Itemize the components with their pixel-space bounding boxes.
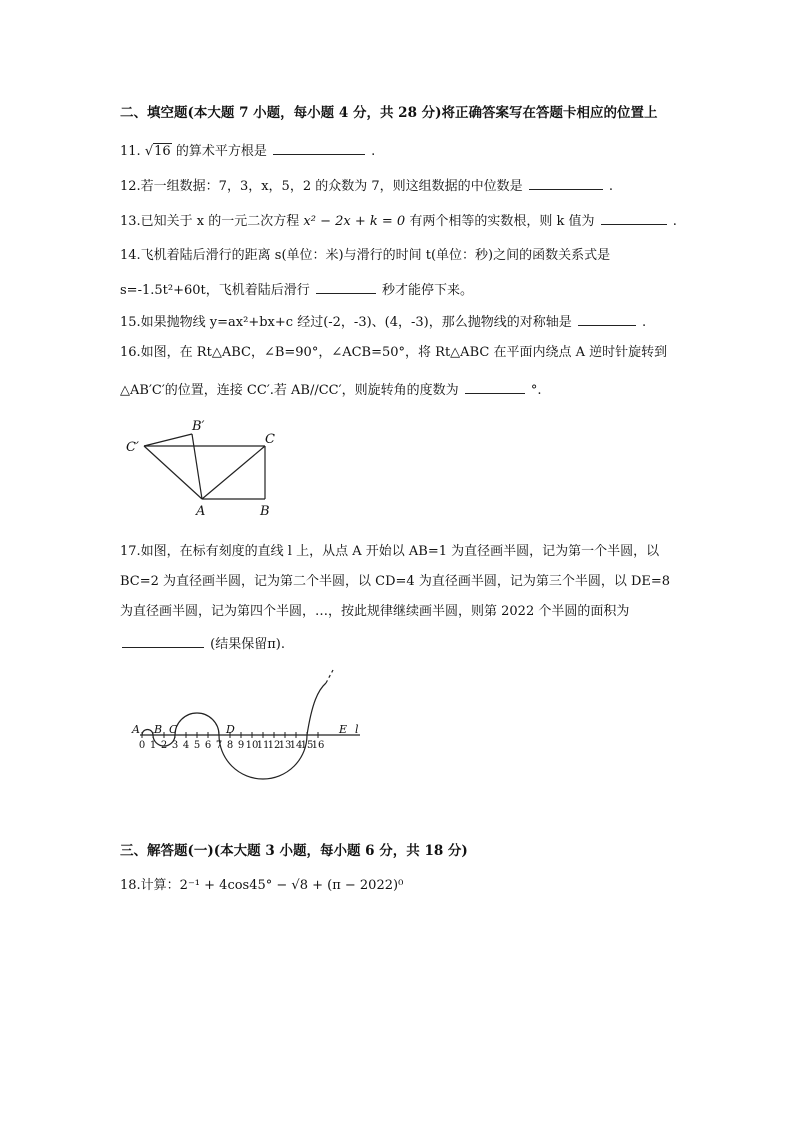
answer-blank-13[interactable] <box>601 212 667 225</box>
tick-label-2: 2 <box>160 740 168 751</box>
q14-line2-pre: s=-1.5t²+60t，飞机着陆后滑行 <box>120 283 310 298</box>
q12-text: 12.若一组数据：7，3，x，5，2 的众数为 7，则这组数据的中位数是 <box>120 179 523 194</box>
line-label-l: l <box>355 723 359 736</box>
tick-label-15: 15 <box>300 740 314 751</box>
q11-end: . <box>371 144 376 159</box>
tick-label-1: 1 <box>149 740 157 751</box>
tick-label-3: 3 <box>171 740 179 751</box>
tick-label-4: 4 <box>182 740 190 751</box>
point-label-d: D <box>226 723 235 736</box>
point-label-c: C <box>169 723 178 736</box>
question-16-line2 <box>120 381 542 399</box>
tick-label-16: 16 <box>311 740 325 751</box>
question-11 <box>120 142 375 160</box>
answer-blank-12[interactable] <box>529 177 603 190</box>
question-13 <box>120 212 677 230</box>
q13-end: . <box>672 214 677 229</box>
section-2-title: 二、填空题(本大题 7 小题，每小题 4 分，共 28 分)将正确答案写在答题卡相应的位置上 <box>120 105 658 121</box>
point-label-b: B <box>154 723 163 736</box>
tick-label-0: 0 <box>138 740 146 751</box>
question-16-line1: 16.如图，在 Rt△ABC，∠B=90°，∠ACB=50°，将 Rt△ABC 在平面内绕点 A 逆时针旋转到 <box>120 345 668 360</box>
answer-blank-17[interactable] <box>122 635 204 648</box>
point-label-e: E <box>339 723 348 736</box>
question-17-line2: BC=2 为直径画半圆，记为第二个半圆，以 CD=4 为直径画半圆，记为第三个半圆，以 DE=8 <box>120 574 671 589</box>
answer-blank-14[interactable] <box>316 281 376 294</box>
answer-blank-15[interactable] <box>578 313 636 326</box>
q12-end: . <box>608 179 614 194</box>
q15-end: . <box>642 315 647 330</box>
segment-a-c <box>202 446 265 499</box>
question-14-line2 <box>120 281 473 299</box>
question-17-line3: 为直径画半圆，记为第四个半圆，…，按此规律继续画半圆，则第 2022 个半圆的面积为 <box>120 604 630 619</box>
q11-text: 的算术平方根是 <box>175 144 267 159</box>
semicircle-5-dashed <box>326 670 333 683</box>
question-17-line4 <box>120 635 285 653</box>
figure-17-semicircles <box>120 665 370 805</box>
question-12 <box>120 177 613 195</box>
segment-c-prime-a <box>144 446 202 499</box>
q16-line2-pre: △AB′C′的位置，连接 CC′.若 AB//CC′，则旋转角的度数为 <box>120 383 459 398</box>
tick-label-11: 11 <box>256 740 270 751</box>
semicircle-3 <box>175 713 219 735</box>
semicircle-1 <box>142 730 153 736</box>
label-b-prime: B′ <box>192 419 205 434</box>
answer-blank-16[interactable] <box>465 381 525 394</box>
tick-label-6: 6 <box>204 740 212 751</box>
q13-post: 有两个相等的实数根，则 k 值为 <box>409 214 595 229</box>
point-label-a: A <box>132 723 140 736</box>
section-3-title: 三、解答题(一)(本大题 3 小题，每小题 6 分，共 18 分) <box>120 843 468 859</box>
answer-blank-11[interactable] <box>273 142 365 155</box>
question-17-line1: 17.如图，在标有刻度的直线 l 上，从点 A 开始以 AB=1 为直径画半圆，记为第一个半圆，以 <box>120 544 660 559</box>
q14-line2-post: 秒才能停下来。 <box>382 283 474 298</box>
label-a: A <box>196 504 206 519</box>
question-18: 18.计算：2⁻¹ + 4cos45° − √8 + (π − 2022)⁰ <box>120 878 404 893</box>
sqrt-16: √16 <box>144 144 171 159</box>
q11-number: 11. <box>120 144 141 159</box>
tick-label-10: 10 <box>245 740 259 751</box>
tick-label-12: 12 <box>267 740 281 751</box>
figure-16-triangle-rotation <box>120 415 290 520</box>
q17-line4-post: (结果保留π). <box>210 637 285 652</box>
segment-b-prime-a <box>192 434 202 499</box>
q15-text: 15.如果抛物线 y=ax²+bx+c 经过(-2，-3)、(4，-3)，那么抛物线的对称轴是 <box>120 315 572 330</box>
question-15 <box>120 313 646 331</box>
tick-label-7: 7 <box>215 740 223 751</box>
tick-label-14: 14 <box>289 740 303 751</box>
q13-pre: 13.已知关于 x 的一元二次方程 <box>120 214 300 229</box>
tick-label-8: 8 <box>226 740 234 751</box>
question-14-line1: 14.飞机着陆后滑行的距离 s(单位：米)与滑行的时间 t(单位：秒)之间的函数关系式是 <box>120 248 611 263</box>
q13-equation: x² − 2x + k = 0 <box>303 214 406 229</box>
q16-line2-post: °. <box>530 383 542 398</box>
label-c-prime: C′ <box>126 440 139 455</box>
tick-label-5: 5 <box>193 740 201 751</box>
tick-label-13: 13 <box>278 740 292 751</box>
label-c: C <box>265 432 275 447</box>
semicircle-5-partial <box>307 683 326 735</box>
tick-label-9: 9 <box>237 740 245 751</box>
segment-c-prime-b-prime <box>144 434 192 446</box>
label-b: B <box>260 504 270 519</box>
